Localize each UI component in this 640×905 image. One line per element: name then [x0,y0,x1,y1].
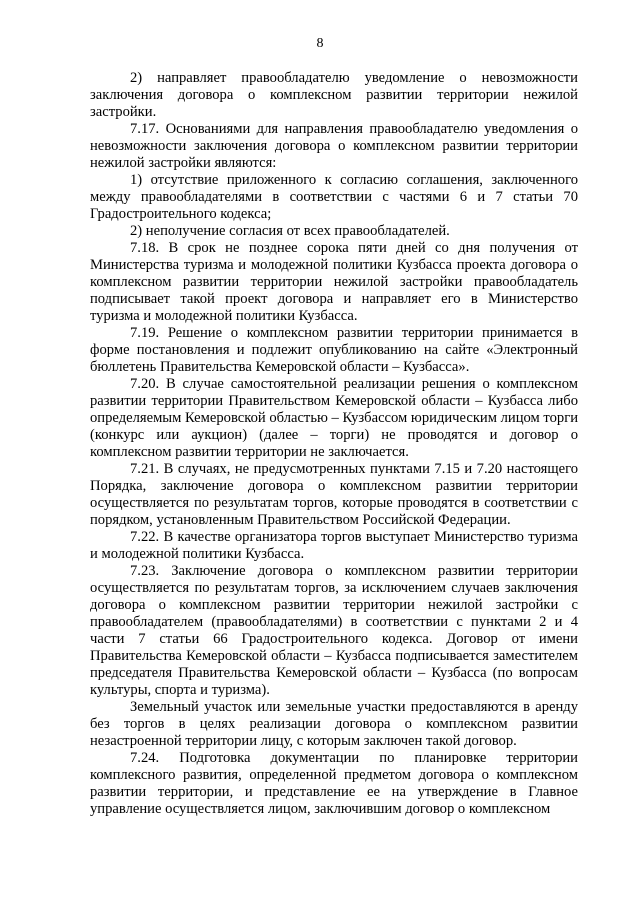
paragraph-7-17: 7.17. Основаниями для направления правообладателю уведомления о невозможности заключения договора о комплексном развитии территории нежилой застройки являются: [90,121,578,171]
paragraph-7-20: 7.20. В случае самостоятельной реализации решения о комплексном развитии территории Правительством Кемеровской области – Кузбасса либо определяемым Кемеровской областью – Кузбассом юридическим лицом торги (конкурс или аукцион) (далее – торги) не проводятся и договор о комплексном развитии территории не заключается. [90,376,578,460]
paragraph-7-21: 7.21. В случаях, не предусмотренных пунктами 7.15 и 7.20 настоящего Порядка, заключение договора о комплексном развитии территории осуществляется по результатам торгов, которые проводятся в соответствии с порядком, установленным Правительством Российской Федерации. [90,461,578,528]
page-number: 8 [316,36,324,51]
document-body [90,70,578,818]
paragraph-7-23: 7.23. Заключение договора о комплексном развитии территории осуществляется по результатам торгов, за исключением случаев заключения договора о комплексном развитии территории нежилой застройки с правообладателем (правообладателями) в соответствии с пунктами 2 и 4 части 7 статьи 66 Градостроительного кодекса. Договор от имени Правительства Кемеровской области – Кузбасса подписывается заместителем председателя Правительства Кемеровской области – Кузбасса (по вопросам культуры, спорта и туризма). [90,563,578,698]
paragraph-7-17-item-1: 1) отсутствие приложенного к согласию соглашения, заключенного между правообладателями в соответствии с частями 6 и 7 статьи 70 Градостроительного кодекса; [90,172,578,222]
paragraph-7-23-land: Земельный участок или земельные участки предоставляются в аренду без торгов в целях реализации договора о комплексном развитии незастроенной территории лицу, с которым заключен такой договор. [90,699,578,749]
paragraph-7-16-item-2: 2) направляет правообладателю уведомление о невозможности заключения договора о комплексном развитии территории нежилой застройки. [90,70,578,120]
paragraph-7-18: 7.18. В срок не позднее сорока пяти дней со дня получения от Министерства туризма и молодежной политики Кузбасса проекта договора о комплексном развитии территории нежилой застройки правообладатель подписывает такой проект договора и направляет его в Министерство туризма и молодежной политики Кузбасса. [90,240,578,324]
paragraph-7-24: 7.24. Подготовка документации по планировке территории комплексного развития, определенной предметом договора о комплексном развитии территории, и представление ее на утверждение в Главное управление осуществляется лицом, заключившим договор о комплексном [90,750,578,817]
paragraph-7-22: 7.22. В качестве организатора торгов выступает Министерство туризма и молодежной политики Кузбасса. [90,529,578,562]
paragraph-7-19: 7.19. Решение о комплексном развитии территории принимается в форме постановления и подлежит опубликованию на сайте «Электронный бюллетень Правительства Кемеровской области – Кузбасса». [90,325,578,375]
paragraph-7-17-item-2: 2) неполучение согласия от всех правообладателей. [130,223,450,239]
